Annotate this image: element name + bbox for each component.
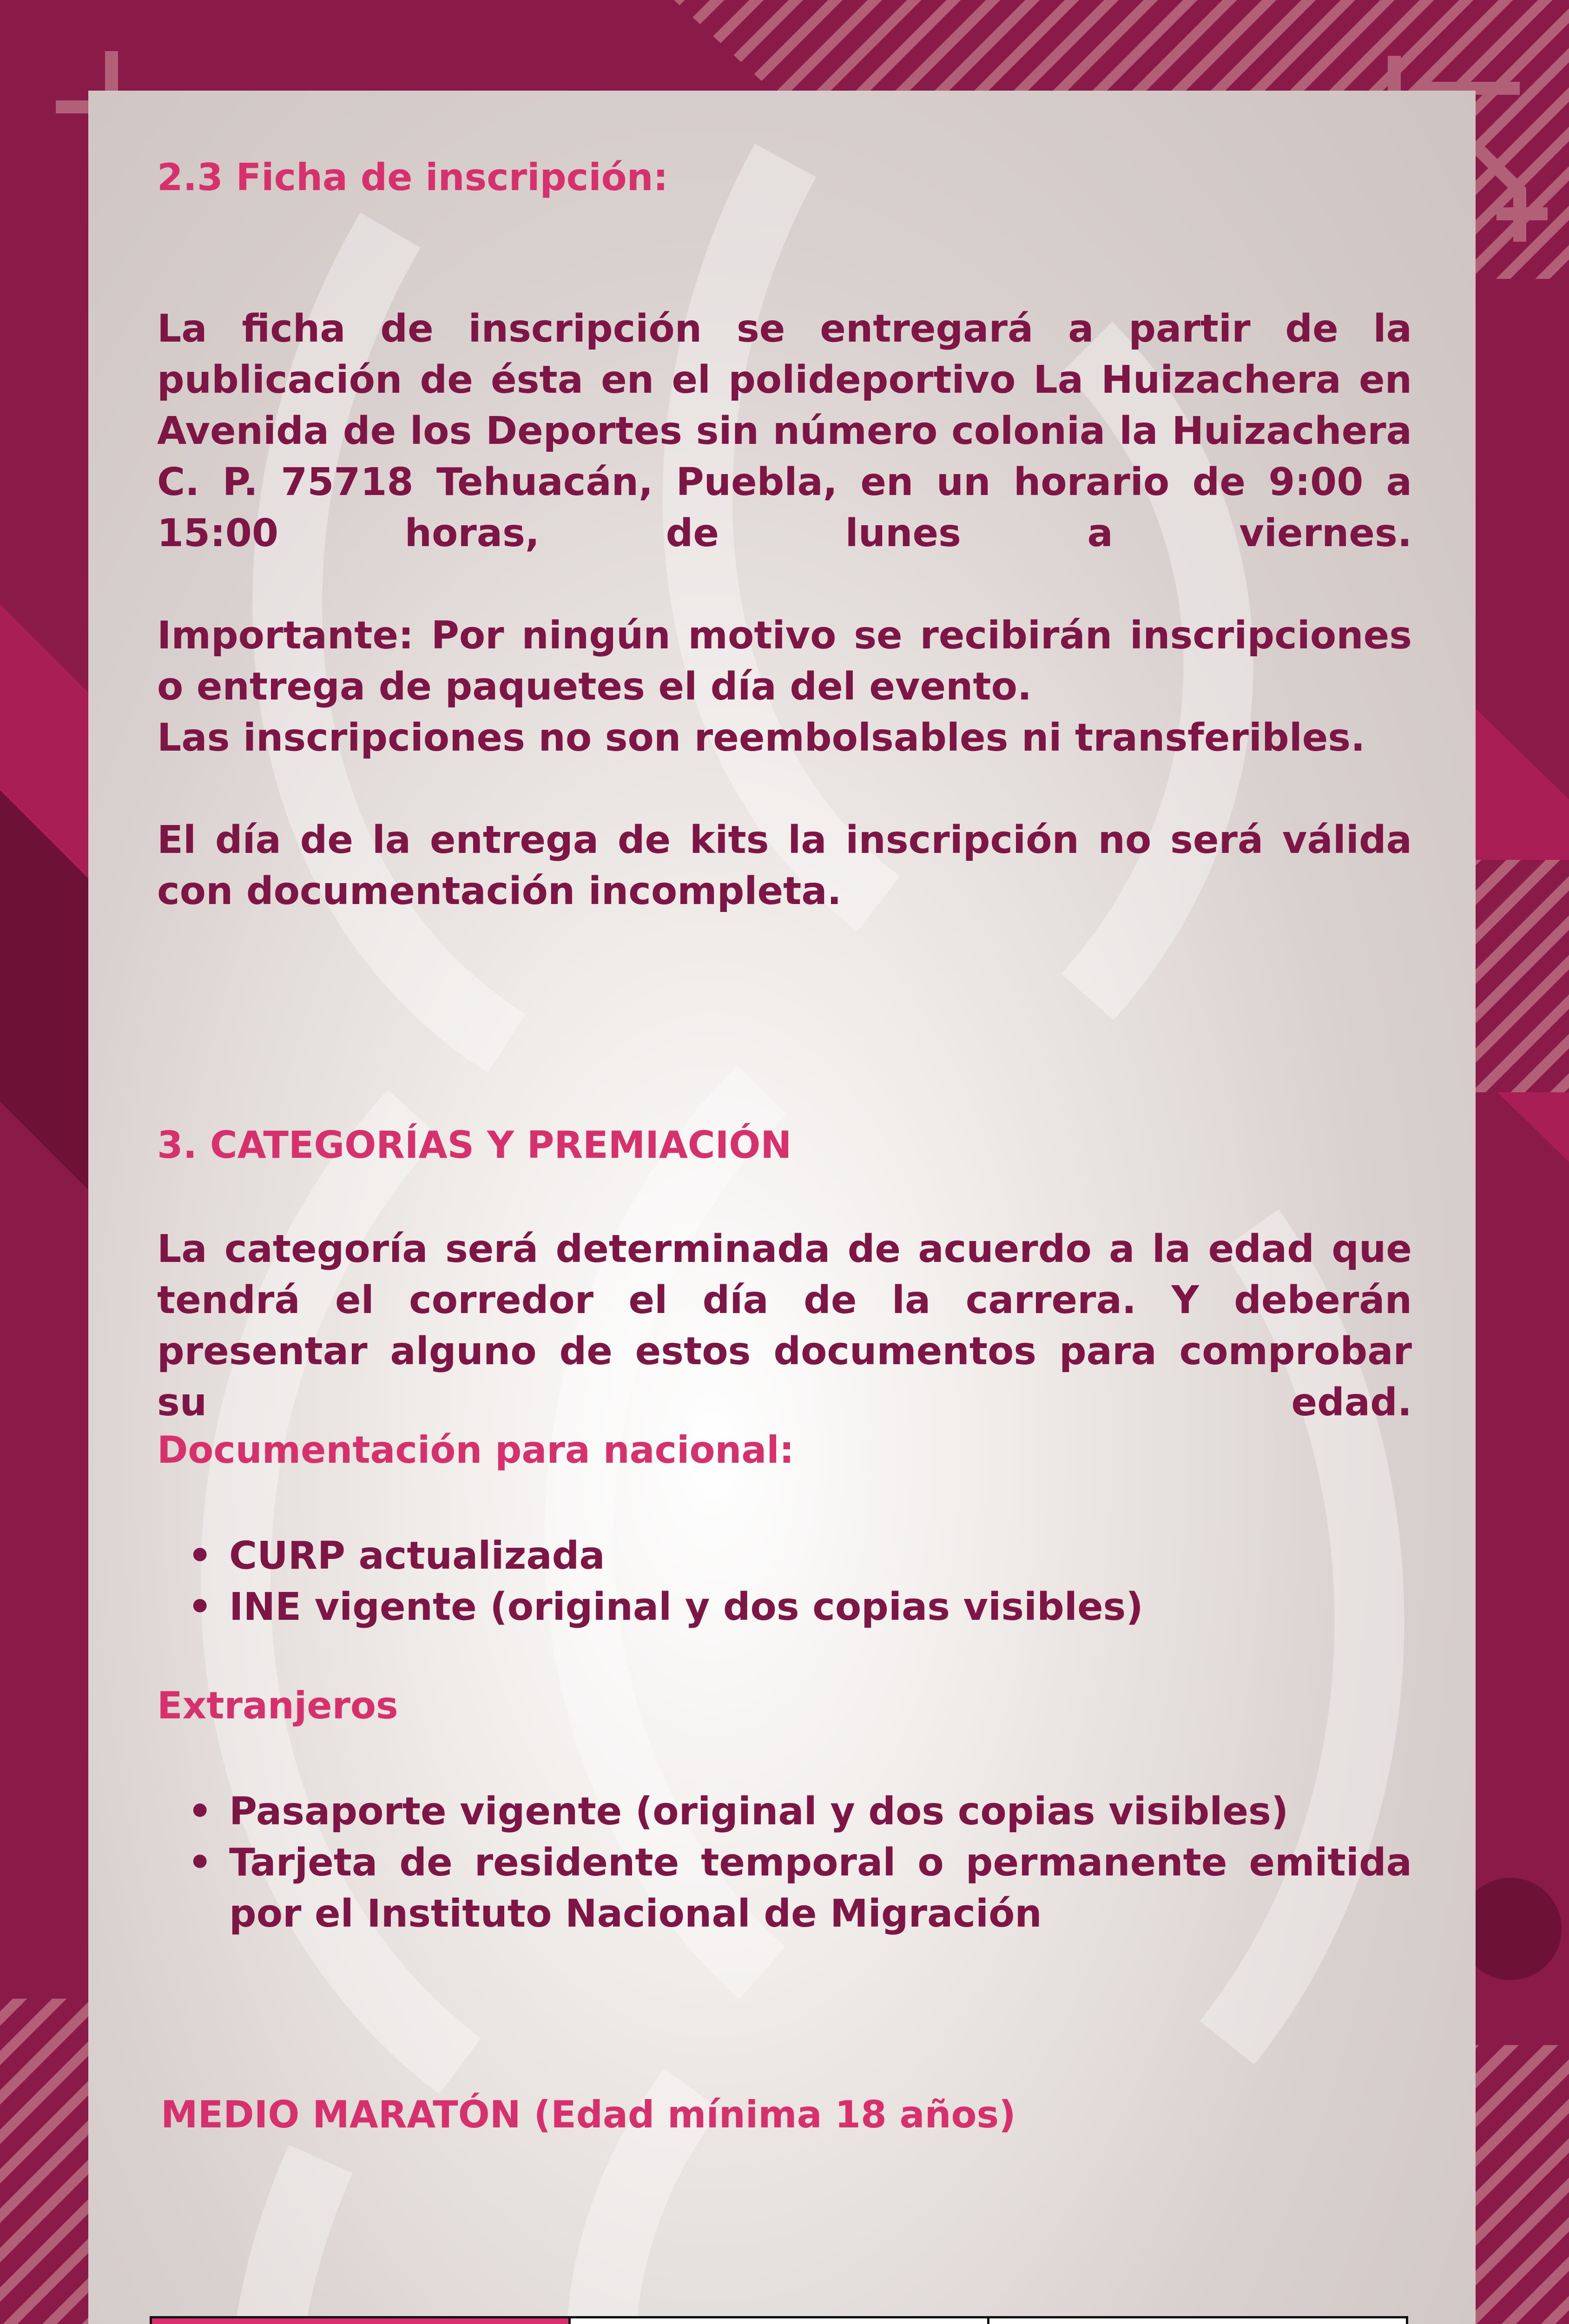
list-item: • Pasaporte vigente (original y dos copias visibles) xyxy=(185,1786,1412,1837)
reembolso-paragraph: Las inscripciones no son reembolsables ni transferibles. xyxy=(157,716,1365,760)
table-row xyxy=(151,2317,1407,2324)
prize-amount-cell xyxy=(989,2317,1407,2324)
bullet-icon: • xyxy=(188,1585,212,1629)
categoria-paragraph: La categoría será determinada de acuerdo a la edad que tendrá el corredor el día de la carrera. Y deberán presentar alguno de estos documentos para comprobar su edad. xyxy=(157,1227,1412,1425)
extranjeros-heading: Extranjeros xyxy=(157,1684,398,1727)
prize-label-cell xyxy=(151,2317,570,2324)
kits-paragraph: El día de la entrega de kits la inscripción no será válida con documentación incompleta. xyxy=(157,818,1412,913)
nacional-heading: Documentación para nacional: xyxy=(157,1428,794,1472)
list-item: • INE vigente (original y dos copias visibles) xyxy=(185,1582,1412,1633)
section-heading-categorias: 3. CATEGORÍAS Y PREMIACIÓN xyxy=(157,1123,792,1167)
medio-maraton-heading: MEDIO MARATÓN (Edad mínima 18 años) xyxy=(161,2093,1016,2136)
list-item: • Tarjeta de residente temporal o permanente emitida por el Instituto Nacional de Migración xyxy=(185,1837,1412,1940)
list-item: • CURP actualizada xyxy=(185,1531,1412,1582)
bullet-icon: • xyxy=(188,1534,212,1578)
bullet-icon: • xyxy=(188,1841,212,1885)
section-heading-ficha: 2.3 Ficha de inscripción: xyxy=(157,156,668,199)
content-panel xyxy=(88,91,1476,2324)
extranjeros-list xyxy=(185,1786,1412,1940)
prize-table xyxy=(150,2316,1408,2324)
bullet-icon: • xyxy=(188,1789,212,1834)
importante-paragraph: Importante: Por ningún motivo se recibirán inscripciones o entrega de paquetes el día del evento. xyxy=(157,614,1412,709)
prize-category-cell xyxy=(570,2317,989,2324)
ficha-paragraph: La ficha de inscripción se entregará a partir de la publicación de ésta en el polideportivo La Huizachera en Avenida de los Deportes sin número colonia la Huizachera C. P. 75718 Tehuacán, Puebla, en un horario de 9:00 a 15:00 horas, de lunes a viernes. xyxy=(157,307,1412,555)
nacional-list xyxy=(185,1531,1412,1633)
